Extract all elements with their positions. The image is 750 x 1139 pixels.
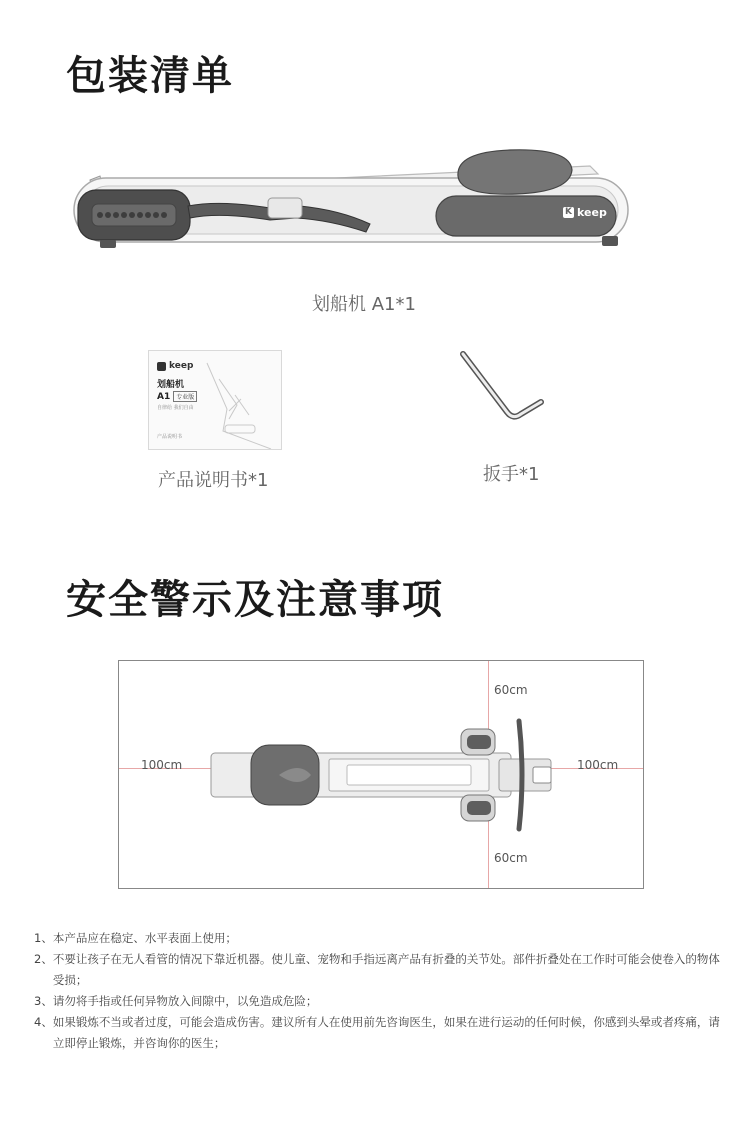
manual-line-drawing [201, 359, 281, 449]
note-item: 3、 请勿将手指或任何异物放入间隙中，以免造成危险； [34, 994, 318, 1008]
manual-footer: 产品说明书 [157, 434, 183, 440]
wrench-illustration [455, 348, 550, 428]
note-item: 4、 如果锻炼不当或者过度，可能会造成伤害。建议所有人在使用前先咨询医生，如果在进行运动的任何时候，你感到头晕或者疼痛，请立即停止锻炼，并咨询你的医生； [34, 1015, 720, 1050]
keep-logo-text: keep [577, 206, 607, 219]
packing-list-title: 包装清单 [66, 53, 234, 99]
clearance-top-label: 60cm [494, 683, 528, 697]
keep-logo-icon: K [563, 207, 574, 218]
rower-caption: 划船机 A1*1 [312, 294, 416, 315]
clearance-right-label: 100cm [577, 758, 619, 772]
manual-subtitle: 自律给 我们自由 [157, 405, 194, 411]
manual-caption: 产品说明书*1 [158, 470, 269, 491]
wrench-caption: 扳手*1 [483, 464, 540, 485]
manual-cover [148, 350, 282, 450]
manual-keep-icon [157, 362, 166, 371]
clearance-bottom-label: 60cm [494, 851, 528, 865]
rowing-machine-top-view [207, 717, 587, 837]
manual-brand: keep [157, 361, 193, 371]
safety-title: 安全警示及注意事项 [66, 577, 444, 623]
safety-notes [34, 928, 724, 1054]
note-item: 1、 本产品应在稳定、水平表面上使用； [34, 931, 237, 945]
clearance-diagram [118, 660, 644, 889]
clearance-left-label: 100cm [141, 758, 183, 772]
manual-title: 划船机 [157, 380, 185, 390]
manual-model-row: A1 专业版 [157, 391, 197, 402]
note-item: 2、 不要让孩子在无人看管的情况下靠近机器。使儿童、宠物和手指远离产品有折叠的关节处。部件折叠处在工作时可能会使卷入的物体受损； [34, 952, 720, 987]
machine-keep-logo [563, 206, 607, 219]
rowing-machine-illustration [70, 140, 640, 260]
